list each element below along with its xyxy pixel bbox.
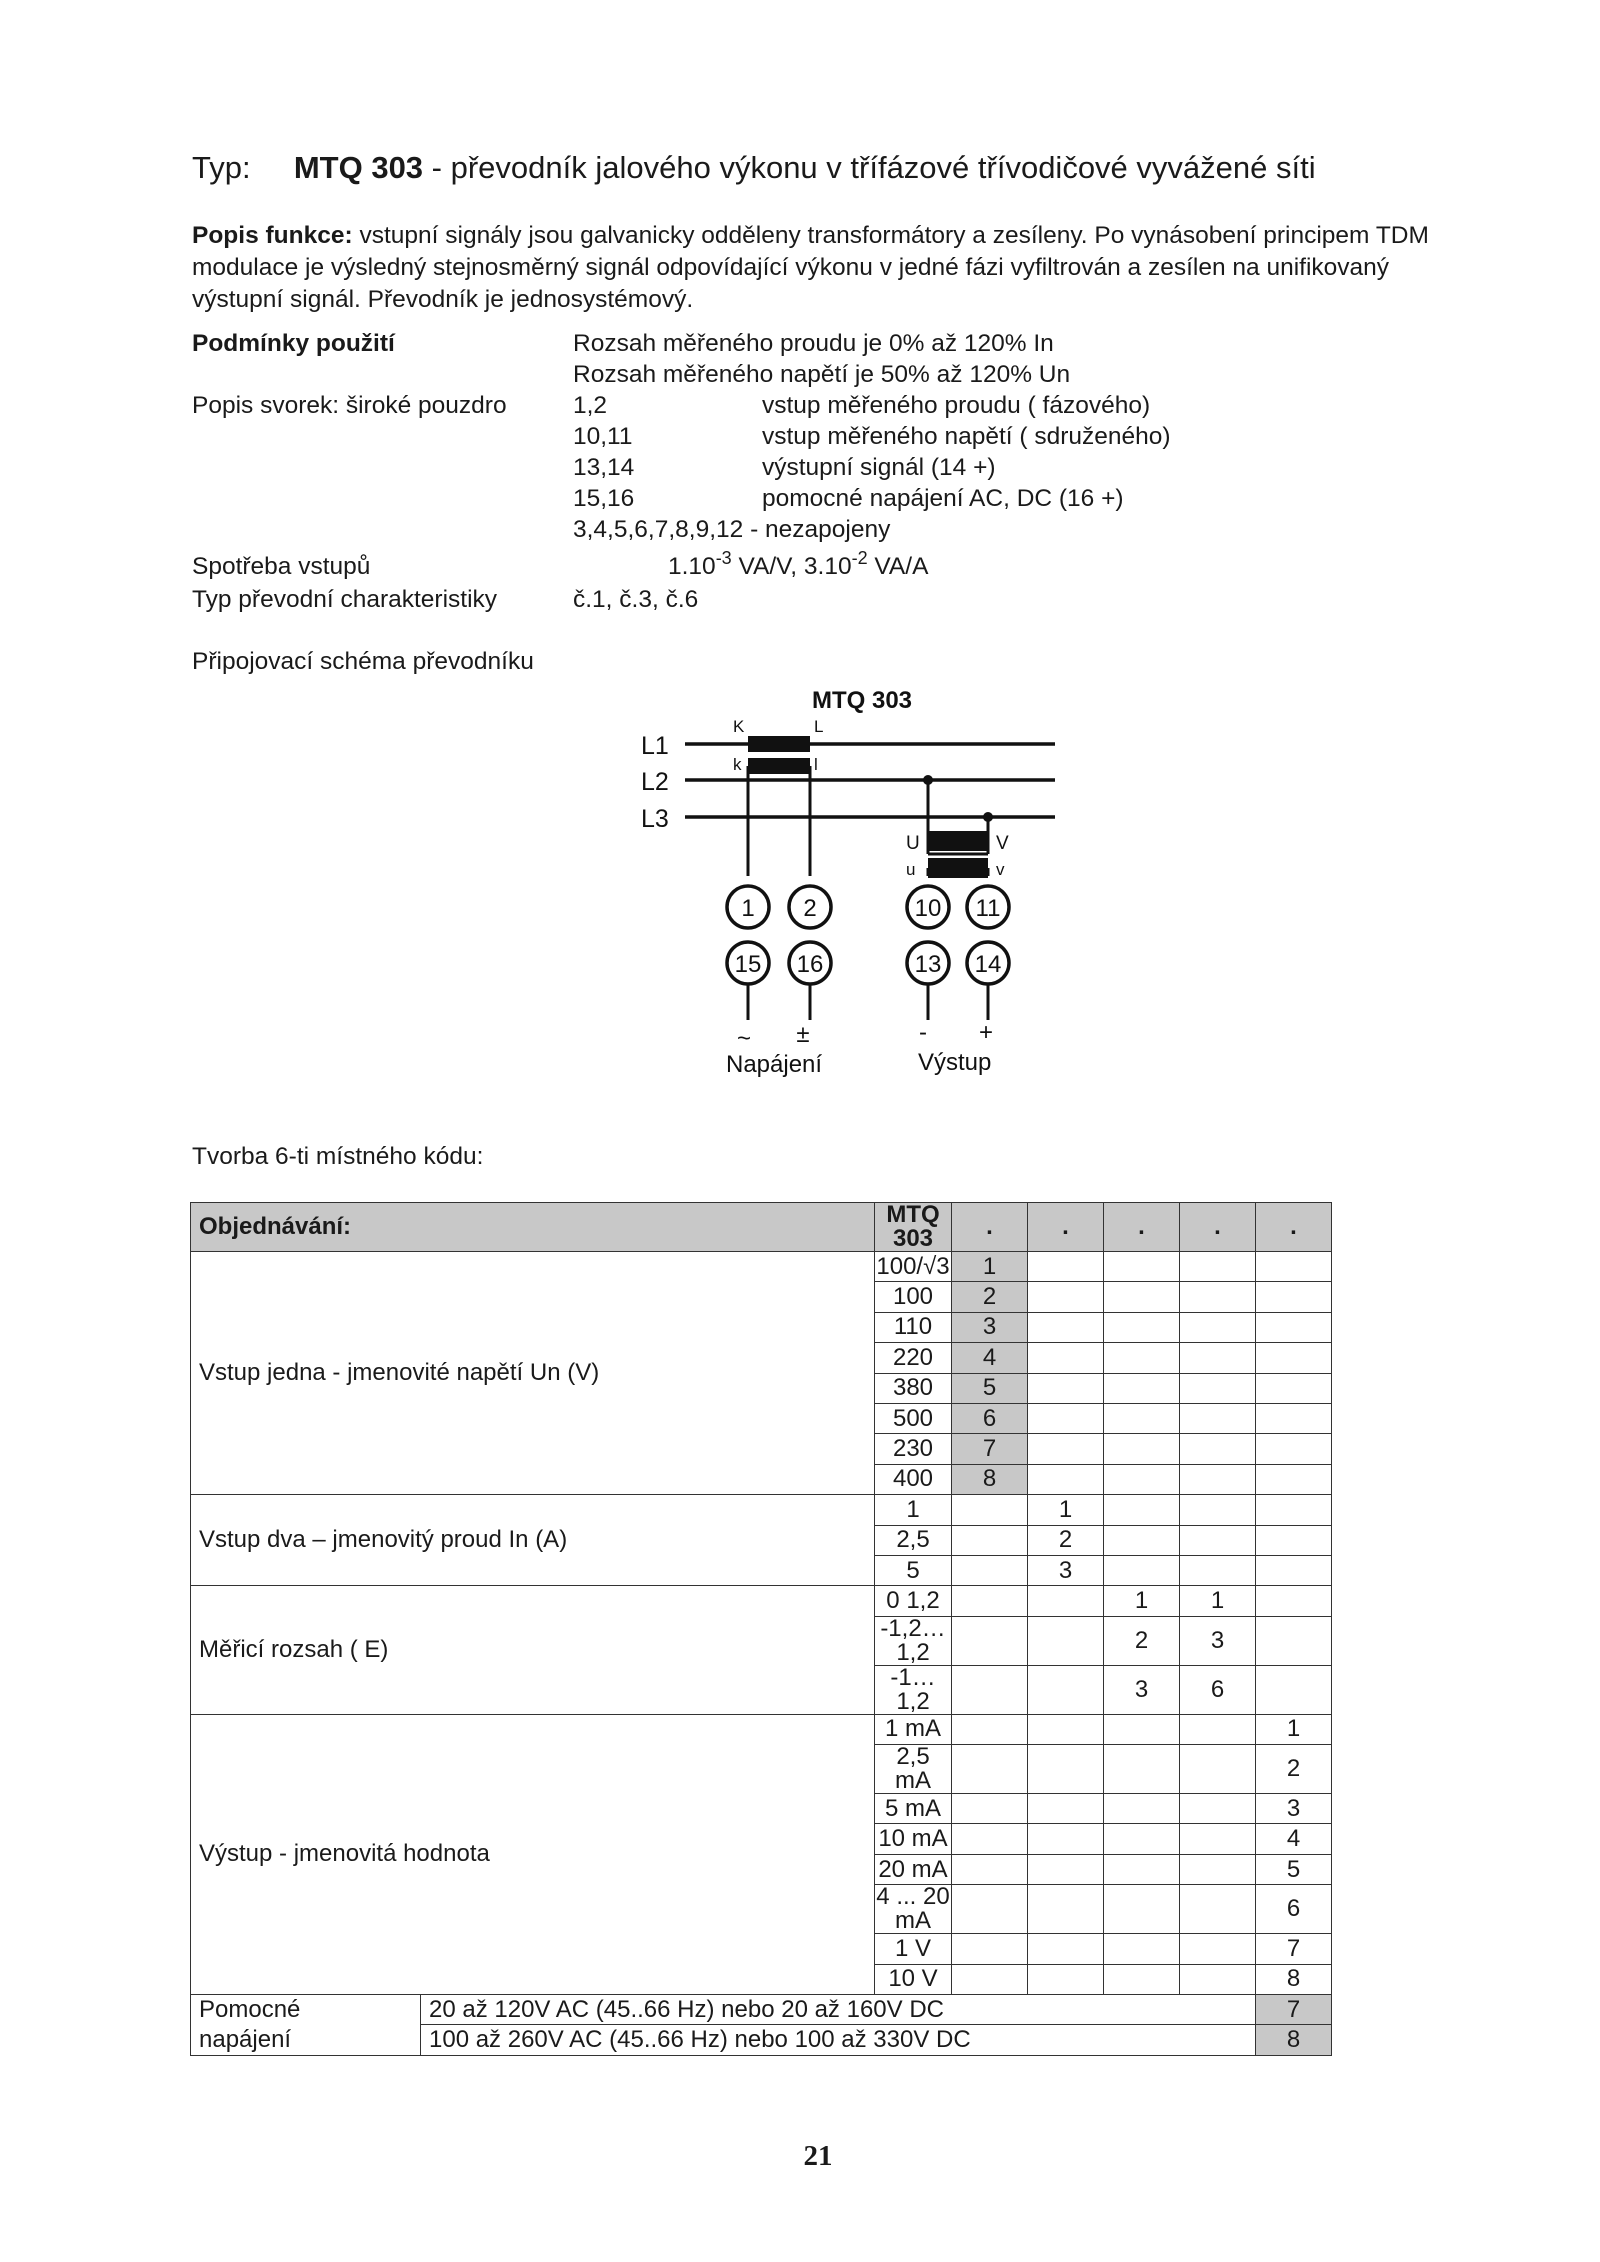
output-label: Výstup	[918, 1049, 992, 1076]
conditions-line-1: Rozsah měřeného proudu je 0% až 120% In	[573, 330, 1054, 357]
range-code-a: 1	[1104, 1586, 1180, 1616]
consumption-label: Spotřeba vstupů	[192, 553, 371, 580]
output-value: 10 V	[875, 1964, 952, 1994]
page-title	[192, 150, 1316, 186]
consumption-a-exp: -3	[715, 548, 732, 568]
terminal-desc: vstup měřeného proudu ( fázového)	[762, 392, 1151, 419]
conditions-line-2: Rozsah měřeného napětí je 50% až 120% Un	[573, 361, 1071, 388]
voltage-value: 230	[875, 1434, 952, 1464]
output-value: 1 V	[875, 1934, 952, 1964]
table-header-row	[191, 1203, 1332, 1252]
range-code-a: 2	[1104, 1616, 1180, 1665]
diagram-title: MTQ 303	[812, 687, 913, 714]
output-value: 5 mA	[875, 1794, 952, 1824]
ct-label-l: L	[814, 717, 824, 736]
schema-caption: Připojovací schéma převodníku	[192, 648, 534, 675]
model-name: MTQ 303	[293, 150, 424, 185]
output-value: 1 mA	[875, 1714, 952, 1744]
supply-label-line-1: Pomocné	[191, 1995, 421, 2025]
voltage-code: 1	[952, 1252, 1028, 1282]
supply-label-line-2: napájení	[191, 2025, 421, 2055]
output-value: 10 mA	[875, 1824, 952, 1854]
table-row	[191, 1714, 1332, 1744]
terminal-number: 1	[741, 895, 755, 922]
code-caption: Tvorba 6-ti místného kódu:	[192, 1143, 484, 1170]
ct-label-k: K	[733, 717, 745, 736]
voltage-group-label: Vstup jedna - jmenovité napětí Un (V)	[191, 1252, 875, 1495]
terminal-number: 13	[914, 951, 942, 978]
output-code: 1	[1256, 1714, 1332, 1744]
consumption-value	[668, 548, 929, 581]
table-row	[191, 1586, 1332, 1616]
voltage-value: 100/√3	[875, 1252, 952, 1282]
voltage-code: 5	[952, 1373, 1028, 1403]
characteristic-label: Typ převodní charakteristiky	[192, 586, 498, 613]
current-code: 3	[1028, 1555, 1104, 1585]
voltage-code: 8	[952, 1464, 1028, 1494]
output-sign-plus: +	[978, 1019, 994, 1046]
terminal-number: 15	[734, 951, 762, 978]
table-row	[191, 1995, 1332, 2025]
ct-label-l-small: l	[814, 755, 818, 774]
code-position: .	[1180, 1203, 1256, 1252]
terminal-pins: 1,2	[573, 392, 608, 419]
output-sign-minus: -	[919, 1019, 927, 1046]
code-position: .	[1104, 1203, 1180, 1252]
output-value: 20 mA	[875, 1854, 952, 1884]
voltage-value: 500	[875, 1403, 952, 1433]
current-code: 2	[1028, 1525, 1104, 1555]
supply-code: 8	[1256, 2025, 1332, 2055]
voltage-code: 2	[952, 1282, 1028, 1312]
ct-label-k-small: k	[733, 755, 742, 774]
vt-label-u-small: u	[906, 860, 916, 879]
output-code: 7	[1256, 1934, 1332, 1964]
ct-core-primary	[748, 736, 810, 752]
type-label: Typ:	[192, 150, 251, 185]
output-code: 8	[1256, 1964, 1332, 1994]
range-value: 0 1,2	[875, 1586, 952, 1616]
supply-sign-ac: ~	[736, 1025, 752, 1052]
voltage-code: 3	[952, 1312, 1028, 1342]
terminals-label: Popis svorek: široké pouzdro	[192, 392, 507, 419]
characteristic-value: č.1, č.3, č.6	[573, 586, 699, 613]
voltage-value: 110	[875, 1312, 952, 1342]
range-value: -1…1,2	[875, 1665, 952, 1714]
consumption-b-exp: -2	[851, 548, 868, 568]
code-position: .	[1028, 1203, 1104, 1252]
description-text: vstupní signály jsou galvanicky odděleny transformátory a zesíleny. Po vynásobení principem TDM modulace je výsledný stejnosměrný signál odpovídající výkonu v jedné fázi vyfiltrován a zesílen na unifikovaný výstupní signál. Převodník je jednosystémový.	[192, 222, 1429, 313]
terminal-desc: pomocné napájení AC, DC (16 +)	[762, 485, 1124, 512]
voltage-value: 400	[875, 1464, 952, 1494]
voltage-value: 100	[875, 1282, 952, 1312]
current-value: 2,5	[875, 1525, 952, 1555]
function-description	[192, 220, 1442, 316]
vt-label-u: U	[906, 833, 920, 854]
terminal-number: 16	[796, 951, 824, 978]
order-code-table	[190, 1202, 1332, 2056]
order-header-model: MTQ 303	[875, 1203, 952, 1252]
range-code-b: 1	[1180, 1586, 1256, 1616]
terminal-number: 14	[974, 951, 1002, 978]
voltage-value: 380	[875, 1373, 952, 1403]
conditions-label: Podmínky použití	[192, 330, 395, 357]
consumption-a: 1.10	[668, 553, 716, 580]
current-value: 1	[875, 1495, 952, 1525]
description-label: Popis funkce:	[192, 222, 353, 249]
vt-core-secondary	[928, 858, 988, 878]
code-position: .	[1256, 1203, 1332, 1252]
table-row	[191, 1252, 1332, 1282]
output-code: 2	[1256, 1745, 1332, 1794]
consumption-a-unit: VA/V, 3.10	[731, 553, 852, 580]
range-code-a: 3	[1104, 1665, 1180, 1714]
phase-label: L1	[641, 732, 669, 760]
range-code-b: 3	[1180, 1616, 1256, 1665]
current-code: 1	[1028, 1495, 1104, 1525]
title-rest: - převodník jalového výkonu v třífázové třívodičové vyvážené síti	[423, 150, 1316, 185]
terminal-pins: 15,16	[573, 485, 635, 512]
current-value: 5	[875, 1555, 952, 1585]
wiring-diagram	[620, 680, 1080, 1090]
output-code: 6	[1256, 1885, 1332, 1934]
supply-option: 20 až 120V AC (45..66 Hz) nebo 20 až 160V DC	[421, 1995, 1256, 2025]
output-code: 4	[1256, 1824, 1332, 1854]
table-row	[191, 2025, 1332, 2055]
output-group-label: Výstup - jmenovitá hodnota	[191, 1714, 875, 1994]
voltage-code: 7	[952, 1434, 1028, 1464]
vt-label-v: V	[996, 833, 1009, 854]
vt-label-v-small: v	[996, 860, 1005, 879]
range-code-b: 6	[1180, 1665, 1256, 1714]
voltage-value: 220	[875, 1343, 952, 1373]
table-row	[191, 1495, 1332, 1525]
order-header-label: Objednávání:	[191, 1203, 875, 1252]
output-value: 4 ... 20 mA	[876, 1883, 950, 1935]
output-value: 2,5 mA	[875, 1745, 952, 1794]
terminal-pins: 10,11	[573, 423, 633, 450]
phase-label: L2	[641, 768, 669, 796]
page-number: 21	[803, 2140, 833, 2172]
voltage-code: 4	[952, 1343, 1028, 1373]
terminal-desc: vstup měřeného napětí ( sdruženého)	[762, 423, 1171, 450]
consumption-b-unit: VA/A	[867, 553, 929, 580]
voltage-code: 6	[952, 1403, 1028, 1433]
supply-label: Napájení	[726, 1051, 823, 1078]
terminal-number: 11	[975, 895, 1001, 922]
phase-label: L3	[641, 805, 669, 833]
terminal-number: 2	[803, 895, 817, 922]
current-group-label: Vstup dva – jmenovitý proud In (A)	[191, 1495, 875, 1586]
terminal-pins: 13,14	[573, 454, 635, 481]
vt-core-primary	[928, 831, 988, 851]
ct-core-secondary	[748, 758, 810, 774]
terminal-desc: výstupní signál (14 +)	[762, 454, 996, 481]
range-value: -1,2…1,2	[875, 1616, 952, 1665]
unused-terminals: 3,4,5,6,7,8,9,12 - nezapojeny	[573, 516, 891, 543]
supply-sign-dc: ±	[796, 1021, 810, 1048]
code-position: .	[952, 1203, 1028, 1252]
output-code: 5	[1256, 1854, 1332, 1884]
terminal-number: 10	[914, 895, 942, 922]
output-code: 3	[1256, 1794, 1332, 1824]
range-group-label: Měřicí rozsah ( E)	[191, 1586, 875, 1714]
supply-code: 7	[1256, 1995, 1332, 2025]
supply-option: 100 až 260V AC (45..66 Hz) nebo 100 až 330V DC	[421, 2025, 1256, 2055]
